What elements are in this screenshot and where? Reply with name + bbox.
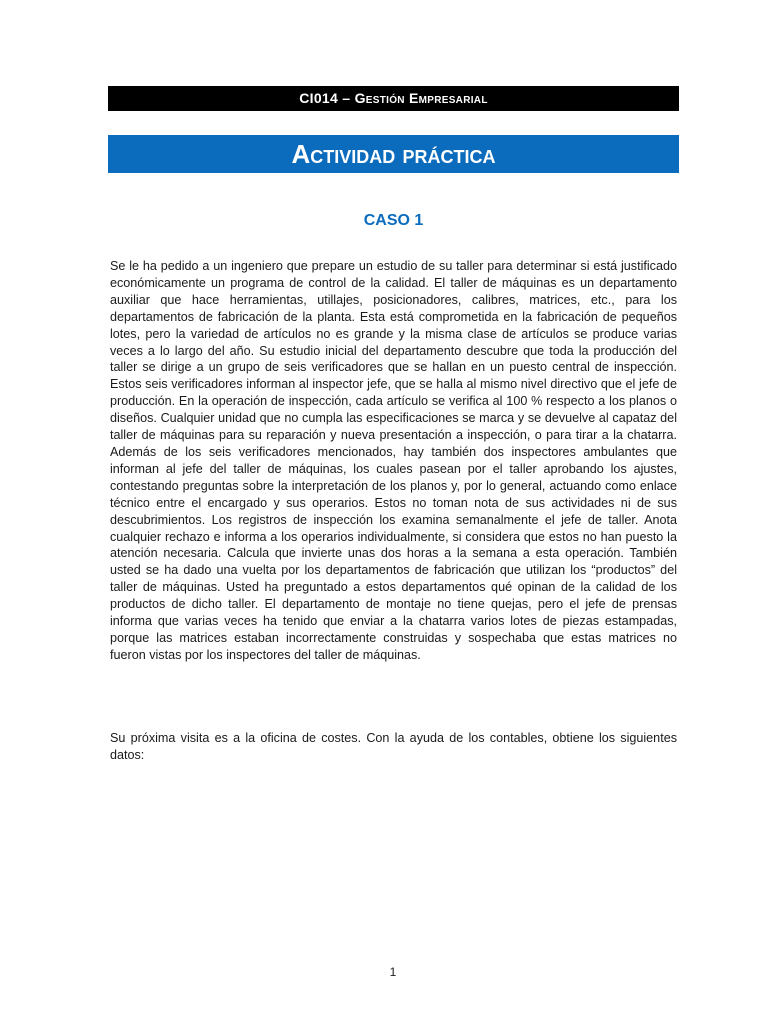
- course-title: CI014 – Gestión Empresarial: [299, 90, 488, 106]
- course-header-bar: [108, 86, 679, 111]
- case-heading: CASO 1: [363, 212, 424, 229]
- document-title: Actividad práctica: [291, 139, 496, 169]
- case-paragraph-1: Se le ha pedido a un ingeniero que prepare un estudio de su taller para determinar si está justificado económicamente un programa de control de la calidad. El taller de máquinas es un departamento auxiliar que hace herramientas, utillajes, posicionadores, calibres, matrices, etc., para los departamentos de fabricación de la planta. Esta está comprometida en la fabricación de pequeños lotes, pero la variedad de artículos no es grande y la misma clase de artículos se produce varias veces a lo largo del año. Su estudio inicial del departamento descubre que toda la producción del taller se dirige a un grupo de seis verificadores que se hallan en un puesto central de inspección. Estos seis verificadores informan al inspector jefe, que se halla al mismo nivel directivo que el jefe de producción. En la operación de inspección, cada artículo se verifica al 100 % respecto a los planos o diseños. Cualquier unidad que no cumpla las especificaciones se marca y se devuelve al capataz del taller de máquinas para su reparación y nueva presentación a inspección, o para tirar a la chatarra. Además de los seis verificadores mencionados, hay también dos inspectores ambulantes que informan al jefe del taller de máquinas, los cuales pasean por el taller aprobando los ajustes, contestando preguntas sobre la interpretación de los planos y, por lo general, actuando como enlace técnico entre el encargado y sus operarios. Estos no toman nota de sus actividades ni de sus descubrimientos. Los registros de inspección los examina semanalmente el jefe de taller. Anota cualquier rechazo e informa a los operarios individualmente, si considera que estos no han puesto la atención necesaria. Calcula que invierte unas dos horas a la semana a esta operación. También usted se ha dado una vuelta por los departamentos de fabricación que utilizan los “productos” del taller de máquinas. Usted ha preguntado a estos departamentos qué opinan de la calidad de los productos de dicho taller. El departamento de montaje no tiene quejas, pero el jefe de prensas informa que varias veces ha tenido que enviar a la chatarra varios lotes de piezas estampadas, porque las matrices estaban incorrectamente construidas y sospechaba que estas matrices no fueron vistas por los inspectores del taller de máquinas.: [110, 259, 677, 662]
- document-title-bar: [108, 135, 679, 173]
- page-number: 1: [389, 965, 397, 979]
- case-paragraph-2: Su próxima visita es a la oficina de costes. Con la ayuda de los contables, obtiene los siguientes datos:: [110, 731, 677, 762]
